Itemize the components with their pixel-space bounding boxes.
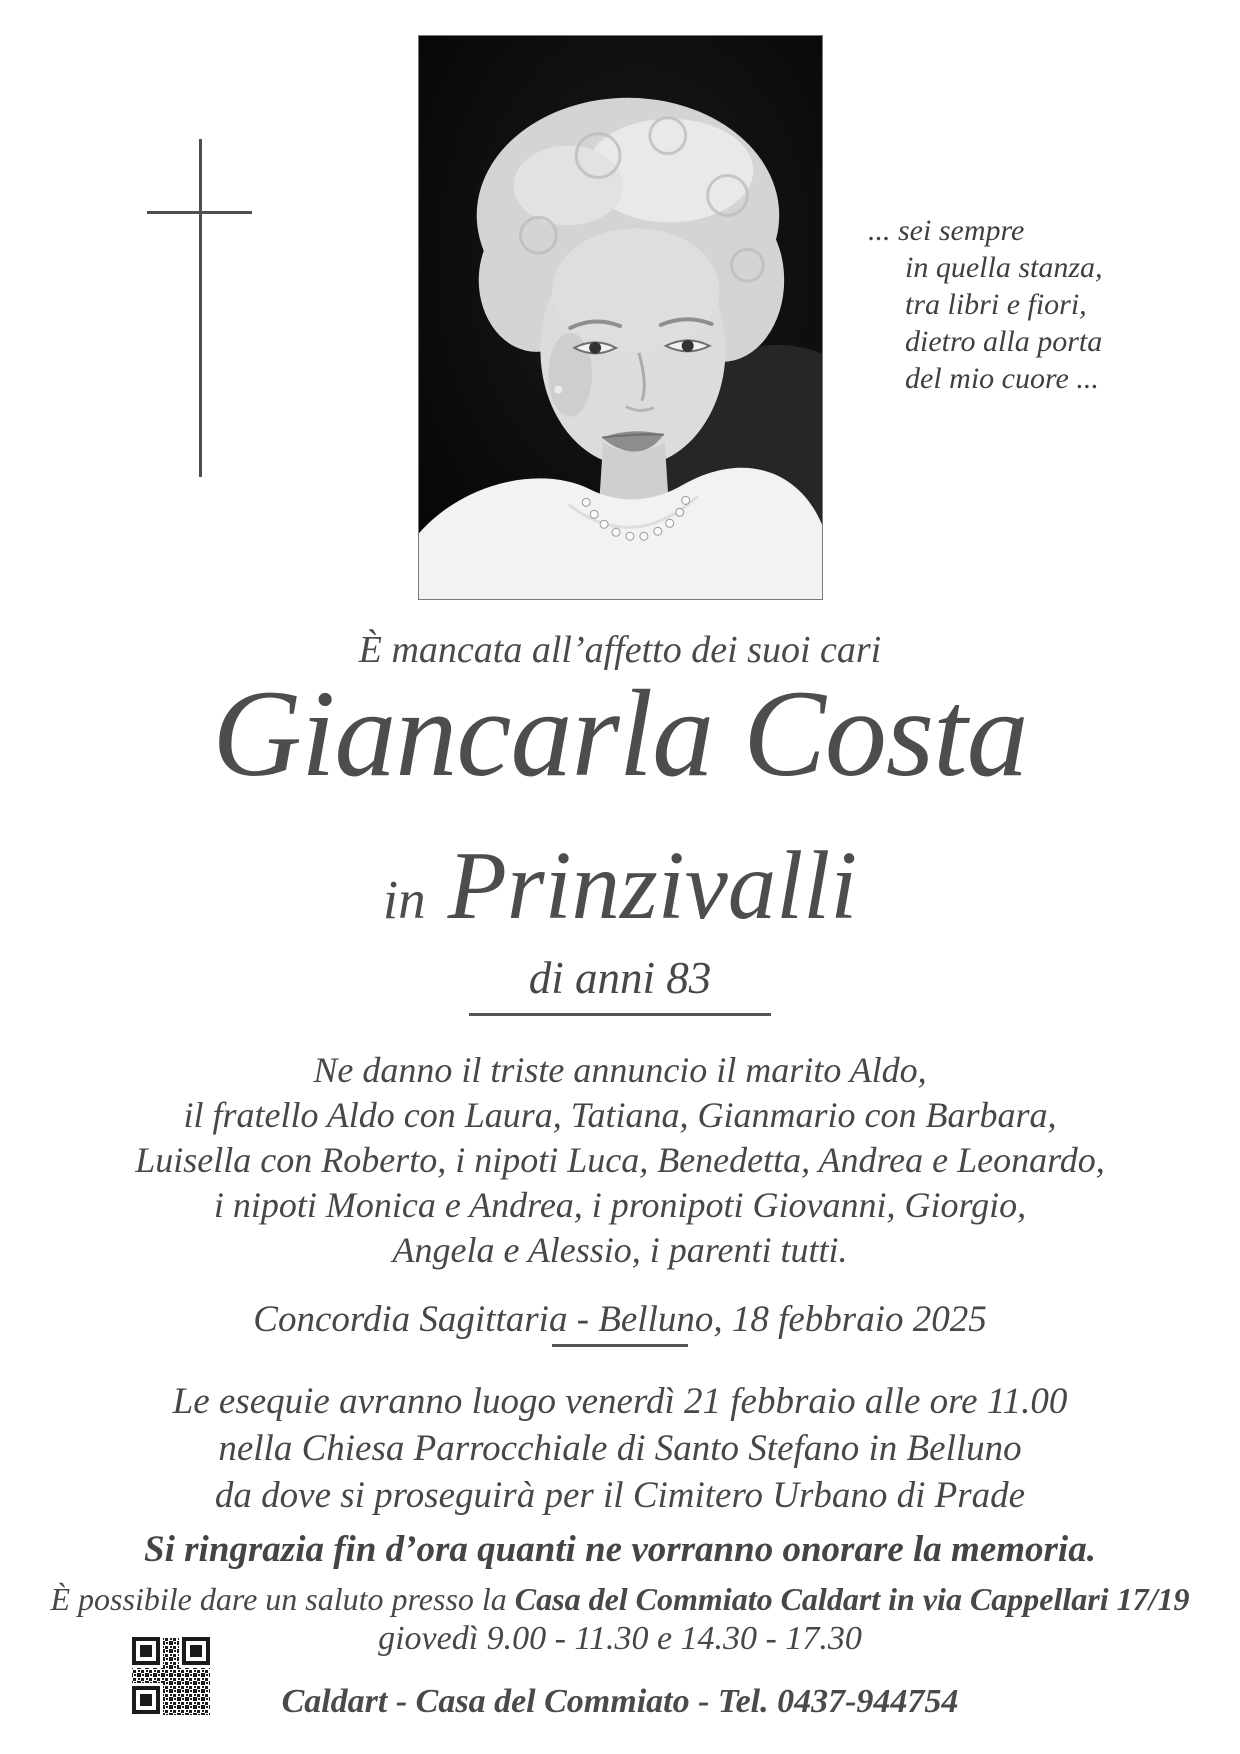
funeral-info <box>0 1378 1240 1519</box>
visitation-text: È possibile dare un saluto presso la <box>50 1581 515 1617</box>
poem-line: tra libri e fiori, <box>905 288 1087 321</box>
portrait-illustration <box>419 36 822 599</box>
announcement-line: Angela e Alessio, i parenti tutti. <box>392 1230 848 1270</box>
intro-line: È mancata all’affetto dei suoi cari <box>358 629 882 671</box>
visitation-location: Casa del Commiato Caldart in via Cappellari 17/19 <box>514 1581 1190 1617</box>
visitation-hours: giovedì 9.00 - 11.30 e 14.30 - 17.30 <box>378 1620 862 1657</box>
age-line: di anni 83 <box>528 953 712 1003</box>
announcement-line: Luisella con Roberto, i nipoti Luca, Benedetta, Andrea e Leonardo, <box>135 1140 1105 1180</box>
place-date-line: Concordia Sagittaria - Belluno, 18 febbraio 2025 <box>253 1299 987 1340</box>
deceased-name: Giancarla Costa <box>212 665 1028 802</box>
funeral-line: Le esequie avranno luogo venerdì 21 febbraio alle ore 11.00 <box>172 1381 1068 1422</box>
announcement-line: Ne danno il triste annuncio il marito Aldo, <box>313 1050 927 1090</box>
visitation-line <box>0 1581 1240 1618</box>
announcement-line: il fratello Aldo con Laura, Tatiana, Gianmario con Barbara, <box>183 1095 1057 1135</box>
poem-line: del mio cuore ... <box>905 362 1099 395</box>
thanks-line: Si ringrazia fin d’ora quanti ne vorranno onorare la memoria. <box>144 1529 1096 1570</box>
portrait-photo <box>418 35 823 600</box>
married-name: Prinzivalli <box>447 832 858 939</box>
cross-horizontal-bar <box>147 211 252 214</box>
announcement-paragraph <box>0 1048 1240 1273</box>
married-name-line <box>0 828 1240 944</box>
poem <box>868 212 1103 397</box>
divider-rule <box>469 1013 771 1016</box>
announcement-line: i nipoti Monica e Andrea, i pronipoti Giovanni, Giorgio, <box>213 1185 1027 1225</box>
funeral-line: da dove si proseguirà per il Cimitero Urbano di Prade <box>214 1475 1026 1516</box>
poem-line: dietro alla porta <box>905 325 1103 358</box>
divider-rule <box>552 1344 688 1347</box>
poem-line: ... sei sempre <box>868 214 1025 247</box>
funeral-line: nella Chiesa Parrocchiale di Santo Stefano in Belluno <box>218 1428 1022 1469</box>
poem-line: in quella stanza, <box>905 251 1103 284</box>
married-prefix: in <box>382 869 426 930</box>
funeral-home-footer: Caldart - Casa del Commiato - Tel. 0437-944754 <box>281 1683 959 1720</box>
cross-vertical-bar <box>199 139 202 477</box>
